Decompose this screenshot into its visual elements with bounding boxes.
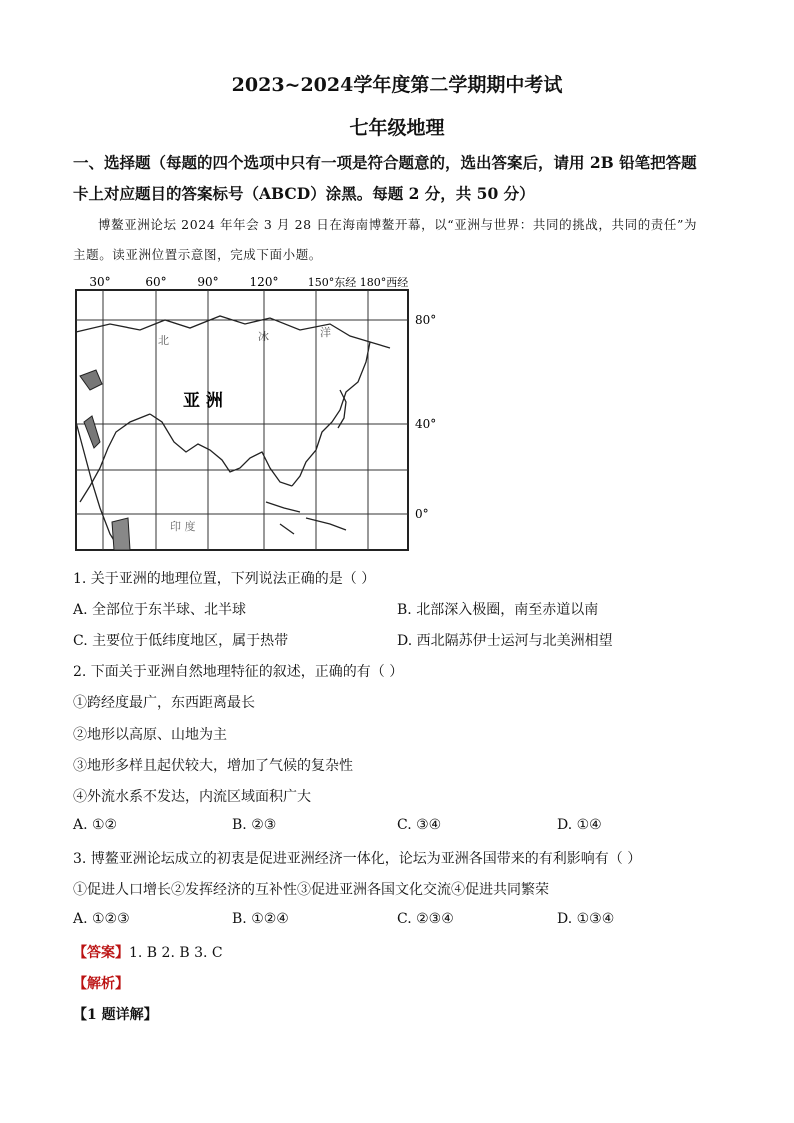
indonesia-islands (266, 502, 346, 534)
detail-label: 【1 题详解】 (73, 1007, 158, 1023)
passage-line2: 主题。读亚洲位置示意图，完成下面小题。 (73, 247, 322, 262)
graticule (76, 290, 408, 550)
lon-label: 30° (89, 275, 111, 289)
lon-label: 150°东经 (307, 276, 357, 289)
section-instruction-line2: 卡上对应题目的答案标号（ABCD）涂黑。每题 2 分，共 50 分） (73, 184, 535, 203)
lat-label: 40° (415, 417, 437, 431)
question-1-option-c[interactable]: C. 主要位于低纬度地区，属于热带 (73, 633, 289, 649)
page-subtitle: 七年级地理 (349, 117, 445, 139)
question-2-option-a[interactable]: A. ①② (73, 817, 118, 833)
lat-label: 0° (415, 507, 429, 521)
question-2-option-b[interactable]: B. ②③ (232, 817, 277, 833)
analysis-label: 【解析】 (73, 976, 129, 992)
question-2-item-1: ①跨经度最广，东西距离最长 (73, 695, 255, 711)
lon-label: 120° (249, 275, 279, 289)
question-2-stem: 2. 下面关于亚洲自然地理特征的叙述，正确的有（ ） (73, 664, 404, 680)
question-3-option-a[interactable]: A. ①②③ (73, 911, 130, 927)
answer-values: 1. B 2. B 3. C (129, 945, 223, 961)
question-2-option-c[interactable]: C. ③④ (397, 817, 442, 833)
question-3-stem: 3. 博鳌亚洲论坛成立的初衷是促进亚洲经济一体化，论坛为亚洲各国带来的有利影响有（ ） (73, 851, 642, 867)
question-3-option-b[interactable]: B. ①②④ (232, 911, 289, 927)
ocean-label: 北 (158, 334, 169, 347)
black-caspian-sea (80, 370, 102, 390)
question-2-item-2: ②地形以高原、山地为主 (73, 727, 227, 743)
question-3-option-c[interactable]: C. ②③④ (397, 911, 454, 927)
question-1-option-b[interactable]: B. 北部深入极圈，南至赤道以南 (397, 602, 599, 618)
question-1-option-d[interactable]: D. 西北隔苏伊士运河与北美洲相望 (397, 633, 613, 649)
sea-label: 印 度 (170, 520, 196, 533)
lon-label: 60° (145, 275, 167, 289)
question-2-item-4: ④外流水系不发达，内流区域面积广大 (73, 789, 311, 805)
south-shading (112, 518, 130, 550)
lat-label: 80° (415, 313, 437, 327)
answer-tag: 【答案】 (73, 945, 129, 961)
section-instruction-line1: 一、选择题（每题的四个选项中只有一项是符合题意的，选出答案后，请用 2B 铅笔把答题 (73, 153, 697, 172)
lon-label: 90° (197, 275, 219, 289)
red-sea (84, 416, 100, 448)
passage-line1: 博鳌亚洲论坛 2024 年年会 3 月 28 日在海南博鳌开幕，以“亚洲与世界：共同的挑战，共同的责任”为 (98, 217, 698, 232)
ocean-label: 冰 (258, 330, 269, 343)
map-frame (76, 290, 408, 550)
question-1-option-a[interactable]: A. 全部位于东半球、北半球 (73, 602, 247, 618)
asia-location-map (70, 272, 440, 557)
question-2-option-d[interactable]: D. ①④ (557, 817, 602, 833)
page-title: 2023~2024学年度第二学期期中考试 (231, 74, 563, 96)
lon-label: 180°西经 (359, 276, 409, 289)
asia-label: 亚 洲 (183, 391, 223, 411)
asia-coastline (76, 316, 390, 502)
question-3-item-1: ①促进人口增长②发挥经济的互补性③促进亚洲各国文化交流④促进共同繁荣 (73, 882, 549, 898)
question-1-stem: 1. 关于亚洲的地理位置，下列说法正确的是（ ） (73, 571, 376, 587)
question-2-item-3: ③地形多样且起伏较大，增加了气候的复杂性 (73, 758, 353, 774)
answer-line (73, 942, 223, 962)
question-3-option-d[interactable]: D. ①③④ (557, 911, 615, 927)
ocean-label: 洋 (320, 326, 331, 339)
